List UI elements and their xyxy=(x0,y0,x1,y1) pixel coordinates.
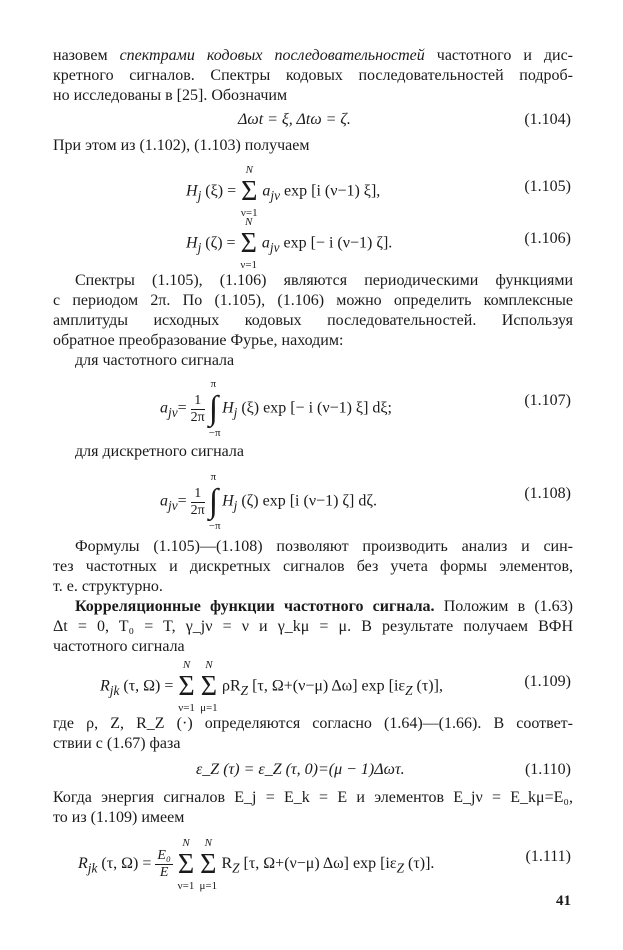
text-line: Формулы (1.105)—(1.108) позволяют производить анализ и син- xyxy=(75,538,573,555)
symbol: H xyxy=(186,234,198,252)
equation-number: (1.107) xyxy=(524,392,571,409)
equation-1-105 xyxy=(186,164,381,219)
text-line: тез частотных и дискретных сигналов без учета формы элементов, xyxy=(53,558,573,575)
subscript: jν xyxy=(168,497,178,513)
equation-number: (1.104) xyxy=(524,111,571,128)
text-line: для дискретного сигнала xyxy=(75,443,244,460)
text-line: ствии с (1.67) фаза xyxy=(53,735,181,752)
text-line: амплитуды исходных кодовых последовательностей. Используя xyxy=(53,312,573,329)
equals-sign: = xyxy=(226,234,236,252)
summation: N Σ ν=1 xyxy=(240,216,258,271)
text-line: При этом из (1.102), (1.103) получаем xyxy=(53,137,310,154)
equals-sign: = xyxy=(177,399,187,417)
text-line: то из (1.109) имеем xyxy=(53,809,185,826)
text-line: но исследованы в [25]. Обозначим xyxy=(53,87,288,104)
subscript: j xyxy=(197,187,202,203)
text-line: кретного сигналов. Спектры кодовых последовательностей подроб- xyxy=(53,67,573,84)
equation-number: (1.105) xyxy=(524,178,571,195)
fraction xyxy=(191,486,205,519)
symbol: R xyxy=(100,677,110,695)
integral: π ∫ −π xyxy=(208,471,221,532)
equation-1-108 xyxy=(160,471,377,532)
text-line xyxy=(75,598,573,616)
equation-1-110: ε_Z (τ) = ε_Z (τ, 0)=(μ − 1)Δωτ. xyxy=(196,761,405,778)
equation-1-106 xyxy=(186,216,393,271)
argument: (ζ) xyxy=(205,234,223,252)
symbol: a xyxy=(160,492,168,510)
expression-tail: exp [− i (ν−1) ζ]. xyxy=(279,234,393,252)
symbol: a xyxy=(261,234,270,252)
numerator: 1 xyxy=(191,393,205,410)
equation-number: (1.110) xyxy=(524,761,571,778)
denominator: E xyxy=(159,865,169,880)
symbol: a xyxy=(262,182,271,200)
integral: π ∫ −π xyxy=(208,378,221,439)
expression-tail: (τ)]. xyxy=(403,855,435,873)
sum-upper-limit: N xyxy=(182,659,191,671)
subscript: jν xyxy=(168,404,178,420)
text-line: т. е. структурно. xyxy=(53,578,163,595)
expression-tail: R xyxy=(221,855,233,873)
summation: N Σ μ=1 xyxy=(199,836,218,892)
text-line: где ρ, Z, R_Z (·) определяются согласно (1.64)—(1.66). В соответ- xyxy=(53,715,573,732)
page-number: 41 xyxy=(556,893,571,909)
summation: N Σ ν=1 xyxy=(240,164,258,219)
text-span: назовем xyxy=(53,47,120,64)
sum-lower-limit: μ=1 xyxy=(199,879,218,892)
text-line: частотного сигнала xyxy=(53,638,185,655)
sum-lower-limit: ν=1 xyxy=(178,702,195,714)
equation-1-104: Δωt = ξ, Δtω = ζ. xyxy=(238,111,351,128)
symbol: R xyxy=(78,855,88,873)
subscript: j xyxy=(197,239,202,255)
expression-tail: [τ, Ω+(ν−μ) Δω] exp [iε xyxy=(248,677,406,695)
summation: N Σ ν=1 xyxy=(177,836,195,892)
sum-upper-limit: N xyxy=(245,216,253,228)
numerator: 1 xyxy=(191,486,205,503)
integral-lower-limit: −π xyxy=(208,427,221,439)
equation-1-109 xyxy=(100,659,443,714)
subscript: j xyxy=(233,404,238,420)
integral-lower-limit: −π xyxy=(208,520,221,532)
equation-number: (1.106) xyxy=(524,230,571,247)
equals-sign: = xyxy=(177,492,187,510)
expression-tail: ρR xyxy=(222,677,241,695)
expression-tail: (ζ) exp [i (ν−1) ζ] dζ. xyxy=(237,492,377,510)
symbol: H xyxy=(186,182,198,200)
sum-upper-limit: N xyxy=(182,836,190,849)
text-line: Когда энергия сигналов E_j = E_k = E и элементов E_jν = E_kμ=E₀, xyxy=(53,789,573,806)
fraction xyxy=(191,393,205,426)
equation-number: (1.109) xyxy=(524,673,571,690)
sum-upper-limit: N xyxy=(205,659,213,671)
sum-lower-limit: μ=1 xyxy=(200,702,218,714)
text-span: частотного и дис- xyxy=(424,47,574,64)
expression-tail: (τ)], xyxy=(412,677,443,695)
subscript: Z xyxy=(240,682,249,698)
argument: (τ, Ω) xyxy=(97,855,139,873)
equals-sign: = xyxy=(164,677,174,695)
expression-tail: (ξ) exp [− i (ν−1) ξ] dξ; xyxy=(237,399,392,417)
summation: N Σ ν=1 xyxy=(178,659,195,714)
argument: (ξ) xyxy=(205,182,224,200)
subscript: jk xyxy=(87,860,98,876)
equation-number: (1.111) xyxy=(525,848,571,865)
denominator: 2π xyxy=(190,409,205,425)
subscript: j xyxy=(233,497,238,513)
emphasized-term: спектрами кодовых последовательностей xyxy=(119,47,425,64)
text-line: Спектры (1.105), (1.106) являются периодическими функциями xyxy=(75,272,573,289)
symbol: H xyxy=(222,399,234,417)
section-heading: Корреляционные функции частотного сигнала. xyxy=(75,598,435,615)
text-line: Δt = 0, T₀ = T, γ_jν = ν и γ_kμ = μ. В результате получаем ВФН xyxy=(53,618,573,635)
symbol: H xyxy=(222,492,234,510)
text-span: Положим в (1.63) xyxy=(434,598,574,615)
sum-lower-limit: ν=1 xyxy=(240,207,258,219)
integral-upper-limit: π xyxy=(210,378,217,390)
integral-upper-limit: π xyxy=(210,471,217,483)
expression-tail: exp [i (ν−1) ξ], xyxy=(280,182,381,200)
subscript: Z xyxy=(232,860,240,876)
sum-lower-limit: ν=1 xyxy=(177,879,195,892)
text-line xyxy=(53,47,573,65)
equals-sign: = xyxy=(142,855,152,873)
equation-1-111 xyxy=(78,836,435,892)
denominator: 2π xyxy=(190,502,205,518)
equation-number: (1.108) xyxy=(524,485,571,502)
argument: (τ, Ω) xyxy=(119,677,161,695)
subscript: Z xyxy=(396,860,404,876)
subscript: jν xyxy=(270,187,281,203)
sum-upper-limit: N xyxy=(204,836,212,849)
subscript: jk xyxy=(109,682,120,698)
subscript: Z xyxy=(405,682,413,698)
sum-upper-limit: N xyxy=(245,164,253,176)
expression-tail: [τ, Ω+(ν−μ) Δω] exp [iε xyxy=(239,855,397,873)
summation: N Σ μ=1 xyxy=(200,659,218,714)
text-line: с периодом 2π. По (1.105), (1.106) можно определить комплексные xyxy=(53,292,573,309)
subscript: jν xyxy=(269,239,280,255)
sum-lower-limit: ν=1 xyxy=(240,259,258,271)
equals-sign: = xyxy=(227,182,237,200)
symbol: a xyxy=(160,399,168,417)
text-line: обратное преобразование Фурье, находим: xyxy=(53,332,344,349)
text-line: для частотного сигнала xyxy=(75,352,235,369)
numerator: E₀ xyxy=(157,848,171,863)
fraction xyxy=(155,848,172,881)
equation-1-107 xyxy=(160,378,392,439)
